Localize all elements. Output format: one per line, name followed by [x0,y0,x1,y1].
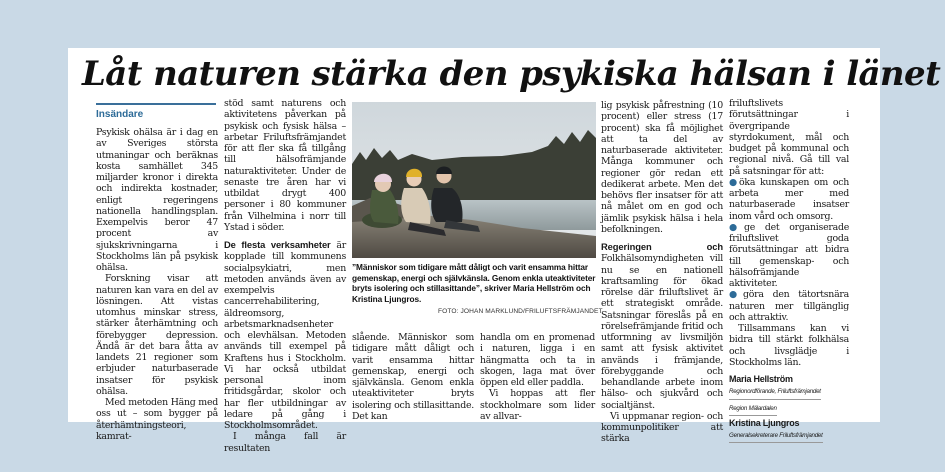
column-3 [352,332,474,422]
paragraph: Vi hoppas att fler stockholmare som lider av allvar- [480,388,595,422]
paragraph: lig psykisk påfrestning (10 procent) eller stress (17 procent) ska få möjlighet att ta del av naturbaserade aktiviteter. Många kommuner och regioner gör redan ett dedikerat arbete. Men det behövs fler insatser för att nå målet om en god och jämlik psykisk hälsa i hela befolkningen. [601,100,723,235]
paragraph-rest: Folkhälsomyndigheten vill nu se en nationell kraftsamling för ökad rörelse där friluftslivet är ett strategiskt område. Satsningar föreslås på en rörelsefrämjande fritid och utformning av livsmiljön samt att fysisk aktivitet används i främjande, förebyggande och behandlande arbete inom hälso- och sjukvård och socialtjänst. [601,253,723,411]
kicker-rule [96,103,216,105]
signature-title: Generalsekreterare Friluftsfrämjandet [729,430,823,443]
newspaper-clipping [68,48,941,454]
paragraph: I många fall är resultaten [224,431,346,454]
paragraph: slående. Människor som tidigare mått dåligt och varit ensamma hittar gemenskap, energi och självkänsla. Genom enkla uteaktiviteter bryts isolering och stillasittande. Det kan [352,332,474,422]
column-2 [224,98,346,454]
photo [352,102,596,258]
column-1 [96,127,218,442]
paragraph-rest: är kopplade till kommunens socialpsykiatri, men metoden används även av exempelvis cancerrehabilitering, äldreomsorg, arbetsmarknadsenheter och elevhälsan. Metoden används till exempel på Kraftens hus i Stockholm. Vi har också utbildat personal inom fritidsgårdar, skolor och har fler utbildningar av ledare på gång i Stockholmsområdet. [224,240,346,431]
paragraph [224,239,346,431]
paragraph: Med metoden Häng med oss ut – som bygger på återhämtningsteori, kamrat- [96,397,218,442]
paragraph [601,241,723,411]
paragraph: Psykisk ohälsa är i dag en av Sveriges största utmaningar och beräknas kosta samhället 345 miljarder kronor i direkta och indirekta kostnader, enligt regeringens nationella handlingsplan. Exempelvis beror 47 procent av sjukskrivningarna i Stockholms län på psykisk ohälsa. [96,127,218,273]
headline: Låt naturen stärka den psykiska hälsan i länet [82,54,941,94]
bullet-icon: ● [729,176,740,188]
bullet-item: ●öka kunskapen om och arbeta mer med naturbaserade insatser inom vård och omsorg. [729,176,849,222]
paragraph: stöd samt naturens och aktivitetens påverkan på psykisk och fysisk hälsa – arbetar Friluftsfrämjandet för att fler ska få tillgång till hälsofrämjande naturaktiviteter. Under de senaste tre åren har vi utbildat drygt 400 personer i 80 kommuner från Vilhelmina i norr till Ystad i söder. [224,98,346,233]
paragraph-lead: Regeringen och [601,241,723,252]
photo-caption: ”Människor som tidigare mått dåligt och varit ensamma hittar gemenskap, energi och självkänsla. Genom enkla uteaktiviteter bryts isolering och stillasittande”, skriver Maria Hellström och Kristina Ljungros. [352,262,596,304]
photo-credit: FOTO: JOHAN MARKLUND/FRILUFTSFRÄMJANDET [438,308,603,315]
column-5 [601,100,723,445]
column-6 [729,98,849,445]
signature-title: Regionordförande, Friluftsfrämjandet [729,386,821,399]
paragraph: Vi uppmanar region- och kommunpolitiker att stärka [601,410,723,445]
column-4 [480,332,595,422]
bullet-icon: ● [729,221,745,233]
paragraph-lead: De flesta verksamheter [224,239,331,250]
paragraph: Forskning visar att naturen kan vara en del av lösningen. Att vistas utomhus minskar stress, stärker återhämtning och förebygger depression. Ändå är det bara åtta av landets 21 regioner som erbjuder naturbaserade insatser för psykisk ohälsa. [96,273,218,397]
kicker: Insändare [96,109,144,120]
paragraph: friluftslivets förutsättningar i övergripande styrdokument, mål och budget på kommunal och regional nivå. Gå till val på satsningar för att: [729,98,849,177]
signature-title: Region Mälardalen [729,403,777,416]
photo-illustration [352,102,596,258]
bullet-item: ●ge det organiserade friluftslivet goda förutsättningar att bidra till gemenskap- och hälsofrämjande aktiviteter. [729,221,849,289]
bullet-icon: ● [729,289,744,301]
signature-name: Kristina Ljungros [729,417,800,428]
bullet-item: ●göra den tätortsnära naturen mer tillgänglig och attraktiv. [729,289,849,323]
signature-name: Maria Hellström [729,374,793,384]
paragraph: handla om en promenad i naturen, ligga i en hängmatta och ta in skogen, laga mat över öppen eld eller paddla. [480,332,595,388]
paragraph: Tillsammans kan vi bidra till stärkt folkhälsa och livsglädje i Stockholms län. [729,323,849,368]
